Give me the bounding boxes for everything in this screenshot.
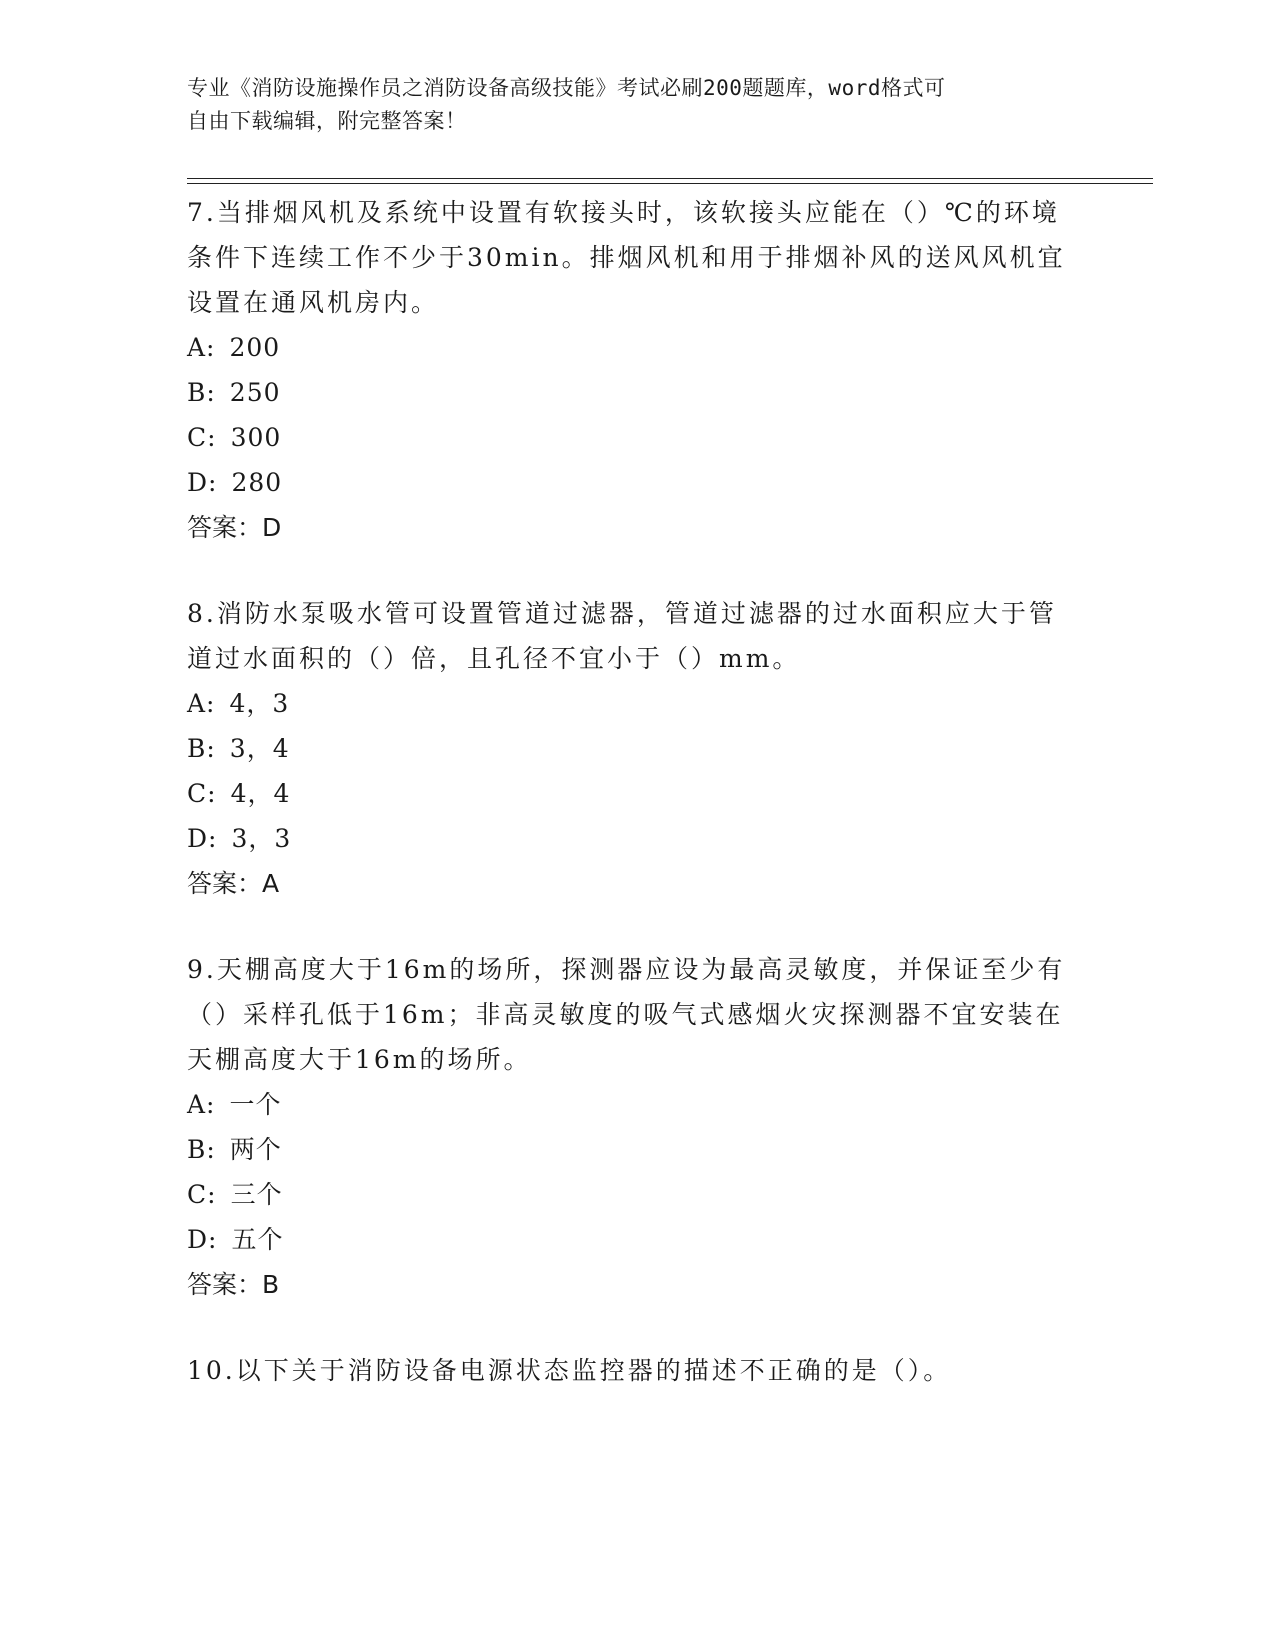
- option-d: [187, 1217, 1087, 1262]
- document-header: [187, 72, 1067, 138]
- option-c: [187, 415, 1087, 460]
- option-letter: C:: [187, 423, 217, 452]
- question-10: [187, 1348, 1087, 1393]
- option-a: [187, 1082, 1087, 1127]
- option-letter: D:: [187, 824, 218, 853]
- option-letter: D:: [187, 468, 218, 497]
- option-text: 三个: [230, 1180, 283, 1209]
- question-text: 9.天棚高度大于16m的场所，探测器应设为最高灵敏度，并保证至少有（）采样孔低于16m；非高灵敏度的吸气式感烟火灾探测器不宜安装在天棚高度大于16m的场所。: [187, 955, 1066, 1074]
- option-text: 250: [229, 378, 281, 407]
- option-b: [187, 1127, 1087, 1172]
- option-text: 4，4: [230, 779, 291, 808]
- header-line-1: 专业《消防设施操作员之消防设备高级技能》考试必刷200题题库，word格式可: [187, 76, 946, 100]
- header-line-2: 自由下载编辑，附完整答案！: [187, 109, 467, 133]
- option-b: [187, 370, 1087, 415]
- option-letter: B:: [187, 378, 216, 407]
- header-divider-bottom: [187, 183, 1153, 184]
- question-text: 7.当排烟风机及系统中设置有软接头时，该软接头应能在（）℃的环境条件下连续工作不少于30min。排烟风机和用于排烟补风的送风风机宜设置在通风机房内。: [187, 198, 1066, 317]
- question-text: 10.以下关于消防设备电源状态监控器的描述不正确的是（）。: [187, 1356, 952, 1385]
- option-text: 3，3: [231, 824, 292, 853]
- question-8: [187, 591, 1087, 906]
- header-divider-top: [187, 178, 1153, 179]
- option-letter: B:: [187, 1135, 216, 1164]
- option-text: 两个: [229, 1135, 282, 1164]
- option-letter: B:: [187, 734, 216, 763]
- option-letter: C:: [187, 779, 217, 808]
- option-letter: D:: [187, 1225, 218, 1254]
- option-text: 200: [229, 333, 281, 362]
- option-letter: A:: [187, 689, 216, 718]
- answer-line: 答案：D: [187, 513, 282, 542]
- option-d: [187, 460, 1087, 505]
- option-text: 280: [231, 468, 283, 497]
- question-9: [187, 947, 1087, 1307]
- option-b: [187, 726, 1087, 771]
- option-text: 3，4: [229, 734, 290, 763]
- answer-line: 答案：A: [187, 869, 280, 898]
- question-text: 8.消防水泵吸水管可设置管道过滤器，管道过滤器的过水面积应大于管道过水面积的（）倍，且孔径不宜小于（）mm。: [187, 599, 1057, 673]
- option-text: 4，3: [229, 689, 290, 718]
- option-a: [187, 325, 1087, 370]
- option-letter: A:: [187, 333, 216, 362]
- option-c: [187, 1172, 1087, 1217]
- question-list: [187, 190, 1087, 1434]
- question-7: [187, 190, 1087, 550]
- option-text: 300: [230, 423, 282, 452]
- option-text: 一个: [229, 1090, 282, 1119]
- option-letter: C:: [187, 1180, 217, 1209]
- option-d: [187, 816, 1087, 861]
- option-a: [187, 681, 1087, 726]
- answer-line: 答案：B: [187, 1270, 280, 1299]
- option-text: 五个: [231, 1225, 284, 1254]
- option-c: [187, 771, 1087, 816]
- option-letter: A:: [187, 1090, 216, 1119]
